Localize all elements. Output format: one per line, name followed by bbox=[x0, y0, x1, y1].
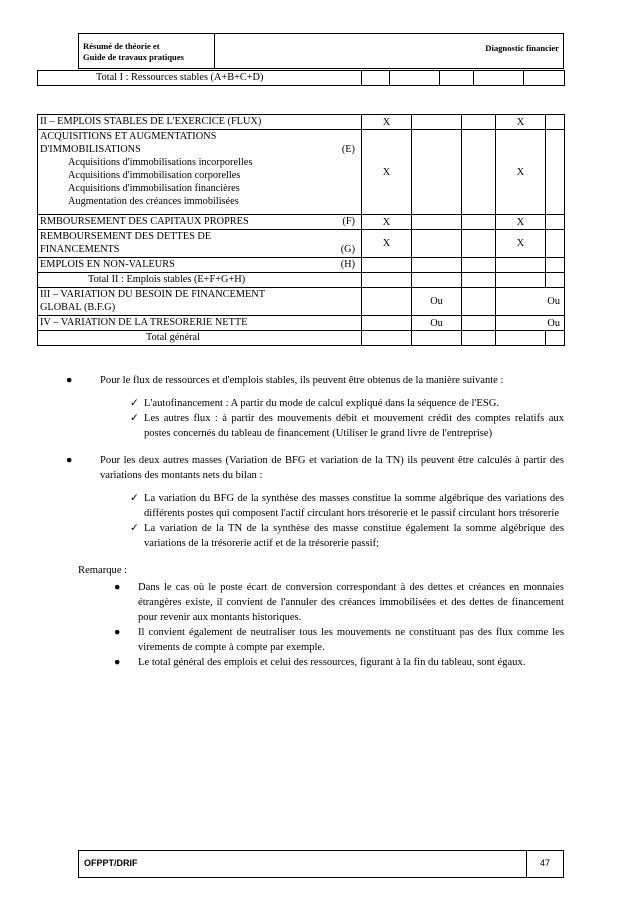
total2-text: Total II : Emplois stables (E+F+G+H) bbox=[88, 274, 246, 285]
row-total2-label bbox=[38, 273, 362, 288]
cell bbox=[524, 71, 565, 86]
cell bbox=[362, 331, 412, 346]
bullet-item bbox=[66, 373, 564, 441]
header-left-line2: Guide de travaux pratiques bbox=[83, 52, 184, 62]
cell bbox=[462, 215, 496, 230]
check-item bbox=[114, 396, 564, 411]
check-item bbox=[114, 491, 564, 521]
mark-x: X bbox=[362, 115, 412, 130]
mark-x: X bbox=[362, 230, 412, 258]
check1a-text: L'autofinancement : A partir du mode de calcul expliqué dans la séquence de l'ESG. bbox=[144, 398, 500, 409]
bullet-dot-icon: ● bbox=[66, 455, 73, 466]
table-row bbox=[38, 130, 565, 215]
remarque-title: Remarque : bbox=[78, 565, 128, 576]
footer-org: OFPPT/DRIF bbox=[84, 858, 138, 868]
rem3-text: Le total général des emplois et celui des ressources, figurant à la fin du tableau, sont égaux. bbox=[138, 657, 526, 668]
table-row bbox=[38, 316, 565, 331]
bullet-dot-icon: ● bbox=[114, 627, 121, 638]
mark-x: X bbox=[496, 130, 546, 215]
cell bbox=[362, 316, 412, 331]
rem2-text: Il convient également de neutraliser tous les mouvements ne constituant pas des flux comme les virements de compte à compte par exemple. bbox=[138, 627, 564, 653]
body-text bbox=[66, 373, 564, 670]
remb-cap-text: RMBOURSEMENT DES CAPITAUX PROPRES bbox=[40, 216, 249, 227]
mark-x: X bbox=[496, 230, 546, 258]
cell bbox=[412, 273, 462, 288]
cell bbox=[412, 115, 462, 130]
check1b-text: Les autres flux : à partir des mouvements débit et mouvement crédit des comptes relatifs aux postes concernés du tableau de financement (Utiliser le grand livre de l'entreprise) bbox=[144, 413, 564, 439]
cell bbox=[462, 316, 496, 331]
row-acquisitions-label bbox=[38, 130, 362, 215]
cell bbox=[546, 331, 565, 346]
remark-item bbox=[66, 655, 564, 670]
total-resources-table bbox=[37, 70, 565, 86]
mark-x: X bbox=[362, 130, 412, 215]
total1-text: Total I : Ressources stables (A+B+C+D) bbox=[96, 72, 264, 83]
remb-det-code: (G) bbox=[340, 244, 355, 255]
row-remb-det-label bbox=[38, 230, 362, 258]
cell bbox=[462, 288, 496, 316]
cell bbox=[546, 258, 565, 273]
bullet-dot-icon: ● bbox=[114, 657, 121, 668]
cell bbox=[474, 71, 524, 86]
cell bbox=[496, 258, 546, 273]
checkmark-icon: ✓ bbox=[130, 413, 139, 424]
mark-ou: Ou bbox=[412, 316, 462, 331]
row-tn-label: IV – VARIATION DE LA TRESORERIE NETTE bbox=[38, 316, 362, 331]
total-general-text: Total général bbox=[146, 332, 200, 343]
cell bbox=[462, 115, 496, 130]
check-item bbox=[114, 411, 564, 441]
header-left bbox=[79, 34, 215, 68]
rem1-text: Dans le cas où le poste écart de conversion correspondant à des dettes et créances en monnaies étrangères existe, il convient de l'annuler des créances immobilisées et des dettes de financement pour revenir aux montants historiques. bbox=[138, 582, 564, 623]
cell bbox=[362, 273, 412, 288]
cell bbox=[412, 130, 462, 215]
cell bbox=[462, 258, 496, 273]
cell bbox=[546, 215, 565, 230]
cell bbox=[440, 71, 474, 86]
cell bbox=[496, 331, 546, 346]
cell bbox=[462, 273, 496, 288]
acq-code: (E) bbox=[341, 144, 355, 155]
cell bbox=[362, 71, 390, 86]
financing-table bbox=[37, 114, 565, 346]
cell bbox=[362, 288, 412, 316]
cell bbox=[412, 230, 462, 258]
cell bbox=[462, 230, 496, 258]
cell bbox=[462, 130, 496, 215]
mark-ou: Ou bbox=[412, 288, 462, 316]
check2a-text: La variation du BFG de la synthèse des masses constitue la somme algébrique des variations des différents postes qui composent l'actif circulant hors trésorerie et le passif circulant hors trésorerie bbox=[144, 493, 564, 519]
cell bbox=[412, 258, 462, 273]
mark-x: X bbox=[496, 115, 546, 130]
bfg-line2: GLOBAL (B.F.G) bbox=[40, 302, 116, 313]
check2b-text: La variation de la TN de la synthèse des masse constitue également la somme algébrique des variations de la trésorerie actif et de la trésorerie passif; bbox=[144, 523, 564, 549]
mark-x: X bbox=[496, 215, 546, 230]
row-total-general-label bbox=[38, 331, 362, 346]
header-title: Diagnostic financier bbox=[485, 43, 559, 53]
bullet-dot-icon: ● bbox=[66, 375, 73, 386]
total1-label bbox=[38, 71, 362, 86]
acq-item: Acquisitions d'immobilisation financières bbox=[68, 183, 240, 194]
nonval-text: EMPLOIS EN NON-VALEURS bbox=[40, 259, 175, 270]
table-row bbox=[38, 215, 565, 230]
table-row bbox=[38, 331, 565, 346]
cell bbox=[546, 115, 565, 130]
page-footer bbox=[78, 850, 564, 878]
nonval-code: (H) bbox=[340, 259, 355, 270]
cell bbox=[412, 215, 462, 230]
cell bbox=[362, 258, 412, 273]
row-remb-cap-label bbox=[38, 215, 362, 230]
remb-det-line2: FINANCEMENTS bbox=[40, 244, 120, 255]
table-row bbox=[38, 288, 565, 316]
cell bbox=[496, 273, 546, 288]
remb-det-line1: REMBOURSEMENT DES DETTES DE bbox=[40, 231, 212, 242]
mark-x: X bbox=[362, 215, 412, 230]
cell bbox=[546, 130, 565, 215]
mark-ou: Ou bbox=[496, 288, 565, 316]
bullet1-text: Pour le flux de ressources et d'emplois stables, ils peuvent être obtenus de la manière suivante : bbox=[100, 375, 504, 386]
cell bbox=[462, 331, 496, 346]
check-item bbox=[114, 521, 564, 551]
cell bbox=[390, 71, 440, 86]
checkmark-icon: ✓ bbox=[130, 398, 139, 409]
table-row bbox=[38, 273, 565, 288]
page-number: 47 bbox=[526, 851, 563, 877]
table-row bbox=[38, 115, 565, 130]
checkmark-icon: ✓ bbox=[130, 523, 139, 534]
header-left-line1: Résumé de théorie et bbox=[83, 41, 160, 51]
page-header bbox=[78, 33, 564, 69]
acq-line1: ACQUISITIONS ET AUGMENTATIONS bbox=[40, 131, 217, 142]
bfg-line1: III – VARIATION DU BESOIN DE FINANCEMENT bbox=[40, 289, 265, 300]
remark-item bbox=[66, 625, 564, 655]
row-bfg-label bbox=[38, 288, 362, 316]
row-nonval-label bbox=[38, 258, 362, 273]
cell bbox=[412, 331, 462, 346]
table-row bbox=[38, 258, 565, 273]
acq-item: Acquisitions d'immobilisation corporelles bbox=[68, 170, 241, 181]
cell bbox=[546, 273, 565, 288]
cell bbox=[546, 230, 565, 258]
bullet2-text: Pour les deux autres masses (Variation de BFG et variation de la TN) ils peuvent être calculés à partir des variations des montants nets du bilan : bbox=[100, 455, 564, 481]
table-row bbox=[38, 230, 565, 258]
bullet-dot-icon: ● bbox=[114, 582, 121, 593]
remb-cap-code: (F) bbox=[342, 216, 355, 227]
acq-item: Acquisitions d'immobilisations incorporelles bbox=[68, 157, 253, 168]
bullet-item bbox=[66, 453, 564, 551]
checkmark-icon: ✓ bbox=[130, 493, 139, 504]
remark-item bbox=[66, 580, 564, 625]
row-emplois-label: II – EMPLOIS STABLES DE L'EXERCICE (FLUX) bbox=[38, 115, 362, 130]
acq-line2: D'IMMOBILISATIONS bbox=[40, 144, 141, 155]
mark-ou: Ou bbox=[496, 316, 565, 331]
acq-item: Augmentation des créances immobilisées bbox=[68, 196, 239, 207]
